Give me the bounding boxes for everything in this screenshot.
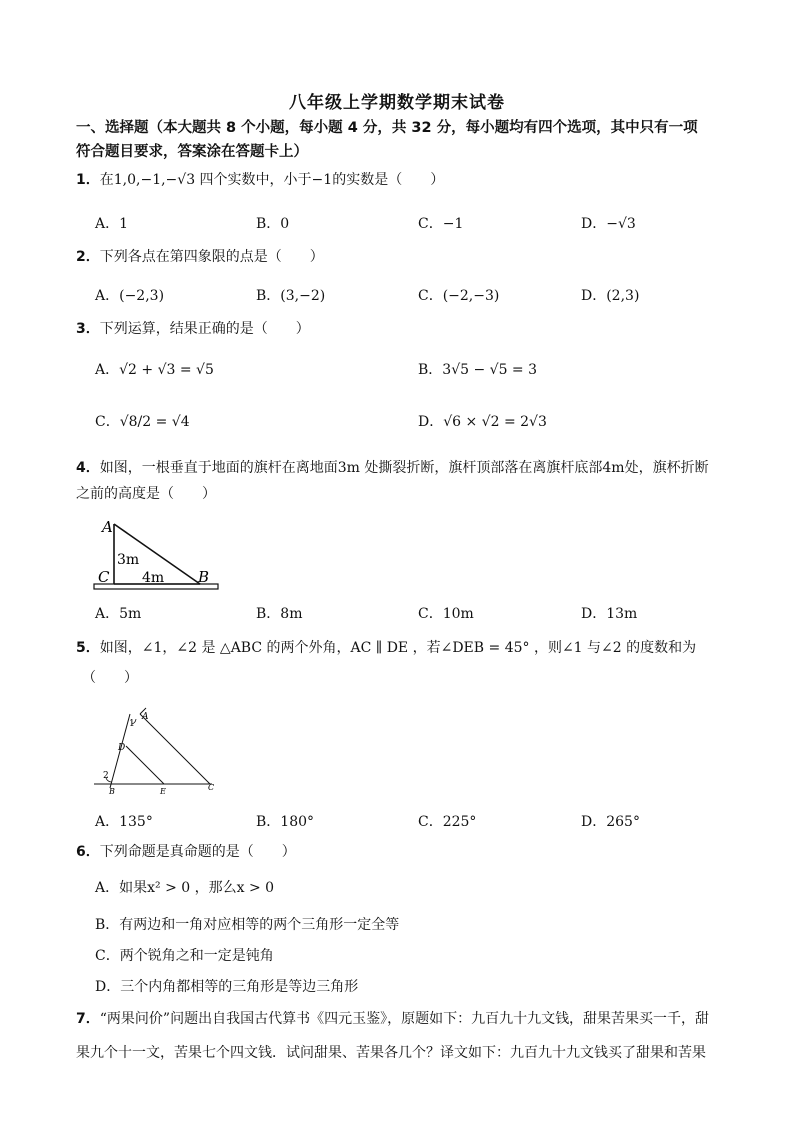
section-heading-line2: 符合题目要求，答案涂在答题卡上） [76,144,308,160]
label-2: 2 [103,771,109,781]
label-c: C [98,568,110,586]
question-4 [76,455,756,507]
question-stem-line2: （ ） [82,670,138,686]
question-number: 3． [76,321,100,337]
question-stem-line1: “两果问价”问题出自我国古代算书《四元玉鉴》，原题如下：九百九十九文钱，甜果苦果买一千，甜 [99,1011,710,1027]
question-5 [76,635,756,691]
question-number: 6． [76,844,100,860]
q5-option-d[interactable]: D．265° [581,814,640,830]
q2-option-c[interactable]: C．(−2,−3) [418,288,500,304]
q1-option-b[interactable]: B．0 [256,216,290,232]
label-b: B [198,568,210,586]
label-e: E [160,787,166,796]
section-heading-line1: 一、选择题（本大题共 8 个小题，每小题 4 分，共 32 分，每小题均有四个选项，其中只有一项 [76,120,698,136]
flagpole-figure [90,516,224,594]
question-stem-line1: 如图，一根垂直于地面的旗杆在离地面3m 处撕裂折断，旗杆顶部落在离旗杆底部4m处，旗杯折断 [99,460,709,476]
q6-option-a[interactable]: A．如果x² > 0 ，那么x > 0 [95,880,275,896]
q2-option-d[interactable]: D．(2,3) [581,288,640,304]
label-c: C [208,783,215,792]
q4-option-c[interactable]: C．10m [418,606,474,622]
label-4m: 4m [142,570,165,586]
question-stem: 下列命题是真命题的是（ ） [99,844,296,860]
question-7 [76,1006,756,1066]
question-number: 4． [76,460,100,476]
q5-option-a[interactable]: A．135° [95,814,153,830]
q2-option-a[interactable]: A．(−2,3) [95,288,165,304]
question-number: 7． [76,1011,100,1027]
q4-option-a[interactable]: A．5m [95,606,142,622]
q4-option-b[interactable]: B．8m [256,606,303,622]
label-a: A [102,518,113,536]
question-3 [76,316,756,342]
question-stem-line1: 如图，∠1，∠2 是 △ABC 的两个外角，AC ∥ DE ，若∠DEB = 45° ，则∠1 与∠2 的度数和为 [99,640,697,656]
q5-option-c[interactable]: C．225° [418,814,477,830]
q3-option-c[interactable]: C．√8/2 = √4 [95,414,190,430]
line-de [126,746,164,784]
label-d: D [118,743,126,753]
line-ac [140,714,210,784]
section-heading [76,116,756,164]
q6-option-b[interactable]: B．有两边和一角对应相等的两个三角形一定全等 [95,917,400,933]
label-3m: 3m [117,552,140,568]
q3-option-d[interactable]: D．√6 × √2 = 2√3 [418,414,547,430]
question-number: 1． [76,172,100,188]
question-number: 2． [76,249,100,265]
q5-option-b[interactable]: B．180° [256,814,315,830]
q4-option-d[interactable]: D．13m [581,606,638,622]
triangle-figure [92,706,222,798]
question-stem: 在1,0,−1,−√3 四个实数中，小于−1的实数是（ ） [99,172,445,188]
question-stem-line2: 果九个十一文，苦果七个四文钱．试问甜果、苦果各几个？译文如下：九百九十九文钱买了甜果和苦果 [76,1045,706,1061]
question-number: 5． [76,640,100,656]
q6-option-d[interactable]: D．三个内角都相等的三角形是等边三角形 [95,979,359,995]
q3-option-a[interactable]: A．√2 + √3 = √5 [95,362,214,378]
label-1: 1 [129,719,135,729]
q1-option-a[interactable]: A．1 [95,216,129,232]
question-2 [76,244,756,270]
q1-option-c[interactable]: C．−1 [418,216,464,232]
q2-option-b[interactable]: B．(3,−2) [256,288,326,304]
question-6 [76,839,756,865]
question-stem-line2: 之前的高度是（ ） [76,486,216,502]
q1-option-d[interactable]: D．−√3 [581,216,636,232]
page-title: 八年级上学期数学期末试卷 [289,93,505,113]
question-stem: 下列运算，结果正确的是（ ） [99,321,310,337]
question-stem: 下列各点在第四象限的点是（ ） [99,249,324,265]
q3-option-b[interactable]: B．3√5 − √5 = 3 [418,362,538,378]
question-1 [76,167,756,193]
label-b: B [109,787,115,796]
q6-option-c[interactable]: C．两个锐角之和一定是钝角 [95,948,274,964]
label-a: A [142,712,149,722]
